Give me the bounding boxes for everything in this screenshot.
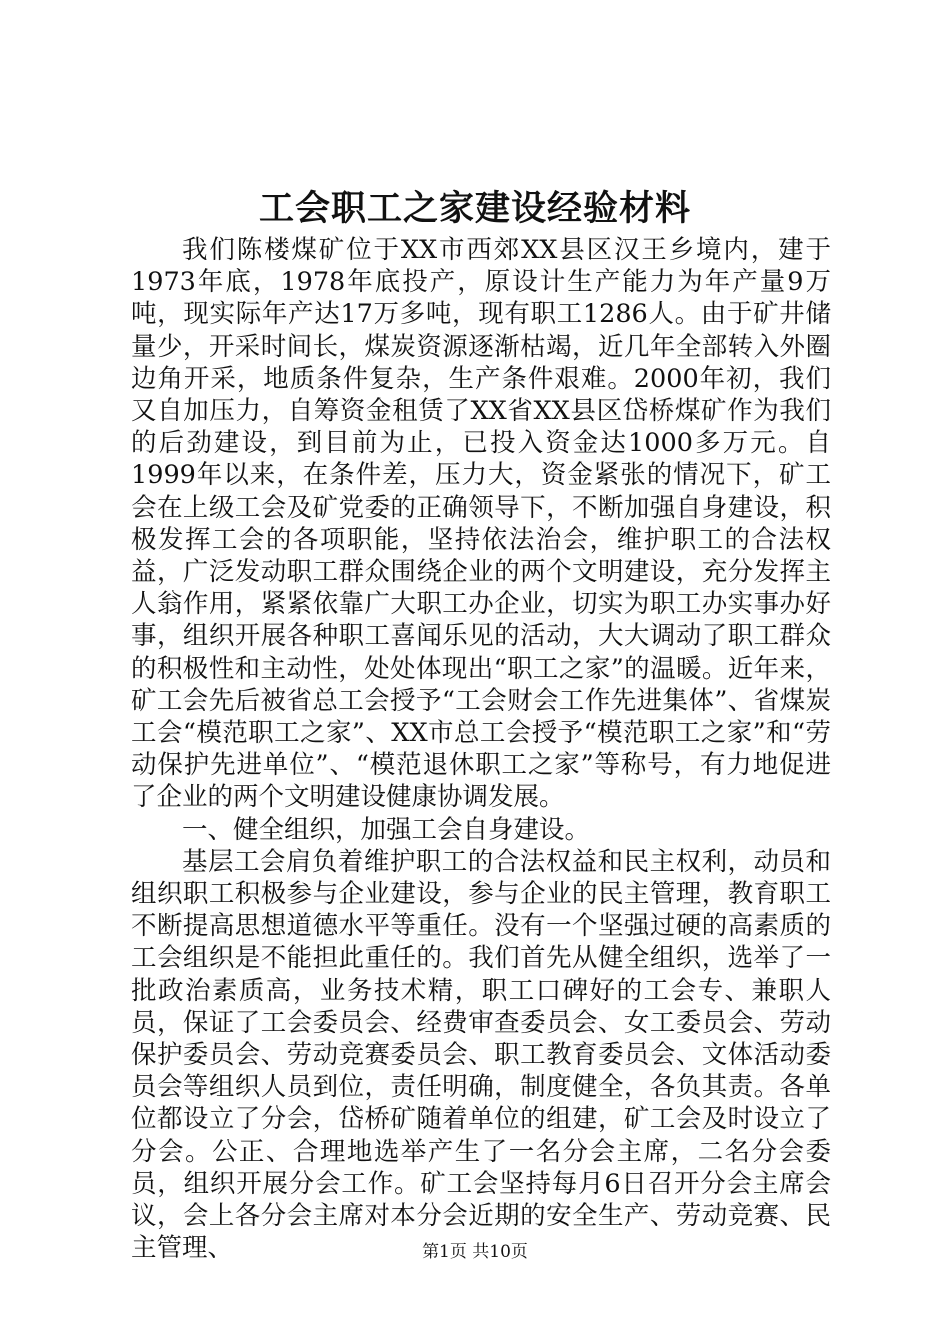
paragraph-intro: 我们陈楼煤矿位于XX市西郊XX县区汉王乡境内，建于1973年底，1978年底投产，原设计生产能力为年产量9万吨，现实际年产达17万多吨，现有职工1286人。由于矿井储量少，开采时间长，煤炭资源逐渐枯竭，近几年全部转入外圈边角开采，地质条件复杂，生产条件艰难。2000年初，我们又自加压力，自筹资金租赁了XX省XX县区岱桥煤矿作为我们的后劲建设，到目前为止，已投入资金达1000多万元。自1999年以来，在条件差，压力大，资金紧张的情况下，矿工会在上级工会及矿党委的正确领导下，不断加强自身建设，积极发挥工会的各项职能，坚持依法治会，维护职工的合法权益，广泛发动职工群众围绕企业的两个文明建设，充分发挥主人翁作用，紧紧依靠广大职工办企业，切实为职工办实事办好事，组织开展各种职工喜闻乐见的活动，大大调动了职工群众的积极性和主动性，处处体现出“职工之家”的温暖。近年来，矿工会先后被省总工会授予“工会财会工作先进集体”、省煤炭工会“模范职工之家”、XX市总工会授予“模范职工之家”和“劳动保护先进单位”、“模范退休职工之家”等称号，有力地促进了企业的两个文明建设健康协调发展。 bbox=[131, 235, 831, 813]
page-total: 共10页 bbox=[472, 1242, 528, 1262]
document-body bbox=[131, 234, 831, 1265]
document-title: 工会职工之家建设经验材料 bbox=[258, 188, 691, 229]
section-heading-1: 一、健全组织，加强工会自身建设。 bbox=[182, 814, 591, 845]
page-footer bbox=[0, 1240, 950, 1264]
paragraph-section-1: 基层工会肩负着维护职工的合法权益和民主权利，动员和组织职工积极参与企业建设，参与企业的民主管理，教育职工不断提高思想道德水平等重任。没有一个坚强过硬的高素质的工会组织是不能担此重任的。我们首先从健全组织，选举了一批政治素质高，业务技术精，职工口碑好的工会专、兼职人员，保证了工会委员会、经费审查委员会、女工委员会、劳动保护委员会、劳动竞赛委员会、职工教育委员会、文体活动委员会等组织人员到位，责任明确，制度健全，各负其责。各单位都设立了分会，岱桥矿随着单位的组建，矿工会及时设立了分会。公正、合理地选举产生了一名分会主席，二名分会委员，组织开展分会工作。矿工会坚持每月6日召开分会主席会议，会上各分会主席对本分会近期的安全生产、劳动竞赛、民主管理、 bbox=[131, 846, 831, 1264]
page-number: 第1页 bbox=[422, 1242, 467, 1262]
